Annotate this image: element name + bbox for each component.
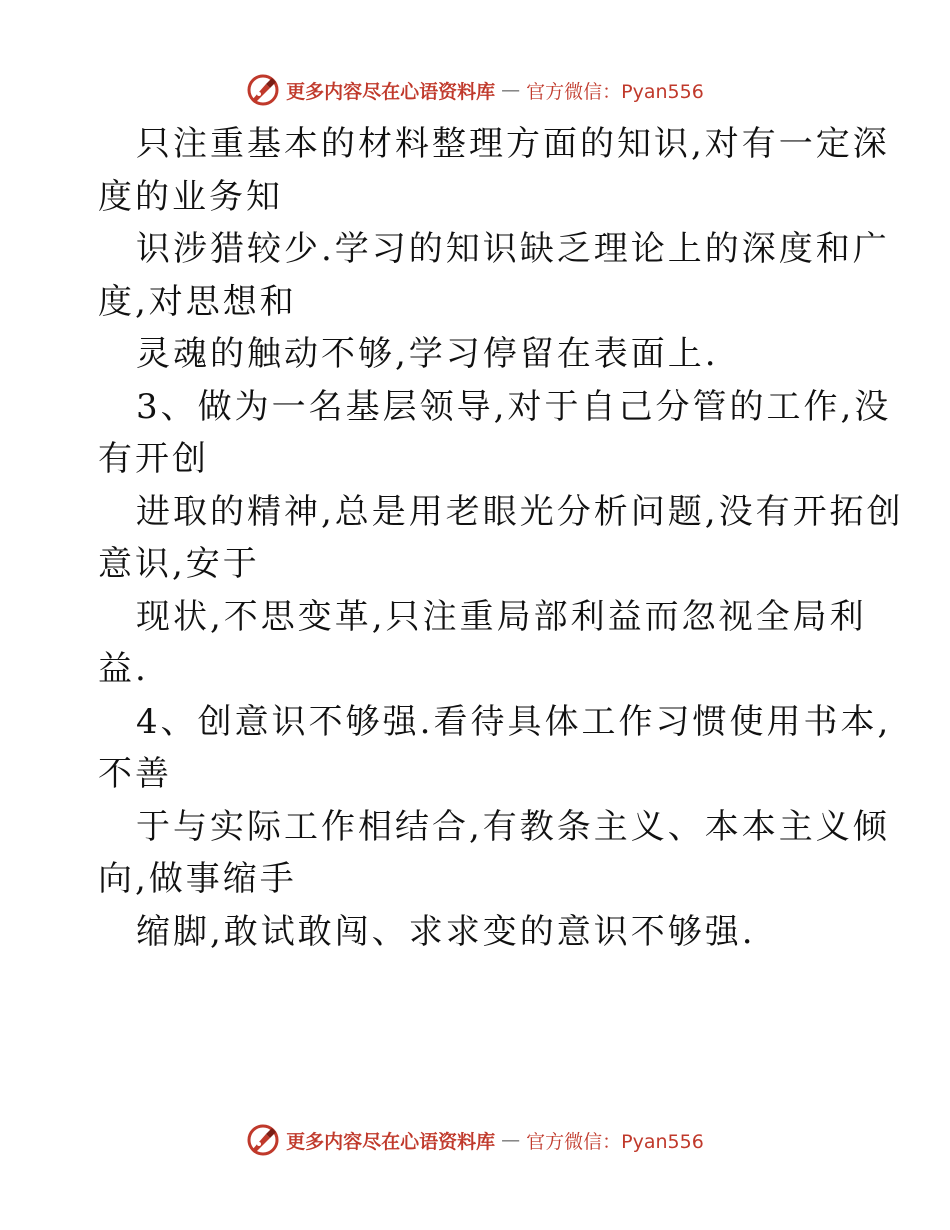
footer-banner [0,1120,950,1160]
text-line: 进取的精神,总是用老眼光分析问题,没有开拓创 [136,491,904,532]
text-line: 现状,不思变革,只注重局部利益而忽视全局利 [136,596,867,637]
text-line: 缩脚,敢试敢闯、求求变的意识不够强. [136,911,756,952]
banner-wechat: 官方微信：Pyan556 [526,80,704,103]
text-line: 4、创意识不够强.看待具体工作习惯使用书本, [136,701,892,742]
document-body [98,118,904,958]
text-line: 度的业务知 [98,176,283,217]
banner-title: 更多内容尽在心语资料库 [286,80,496,103]
header-banner [0,70,950,110]
text-line: 于与实际工作相结合,有教条主义、本本主义倾 [136,806,890,847]
banner-wechat: 官方微信：Pyan556 [526,1130,704,1153]
text-line: 3、做为一名基层领导,对于自己分管的工作,没 [136,386,892,427]
text-line: 意识,安于 [98,544,260,584]
banner-separator: — [501,79,521,101]
text-line: 不善 [98,754,172,794]
pen-logo-icon [246,73,280,107]
text-line: 灵魂的触动不够,学习停留在表面上. [136,334,719,374]
text-line: 向,做事缩手 [98,859,297,899]
banner-title: 更多内容尽在心语资料库 [286,1130,496,1153]
text-line: 有开创 [98,439,209,479]
text-line: 识涉猎较少.学习的知识缺乏理论上的深度和广 [136,229,890,269]
text-line: 度,对思想和 [98,281,297,322]
banner-separator: — [501,1129,521,1151]
text-line: 只注重基本的材料整理方面的知识,对有一定深 [136,124,890,164]
pen-logo-icon [246,1123,280,1157]
text-line: 益. [98,649,149,689]
